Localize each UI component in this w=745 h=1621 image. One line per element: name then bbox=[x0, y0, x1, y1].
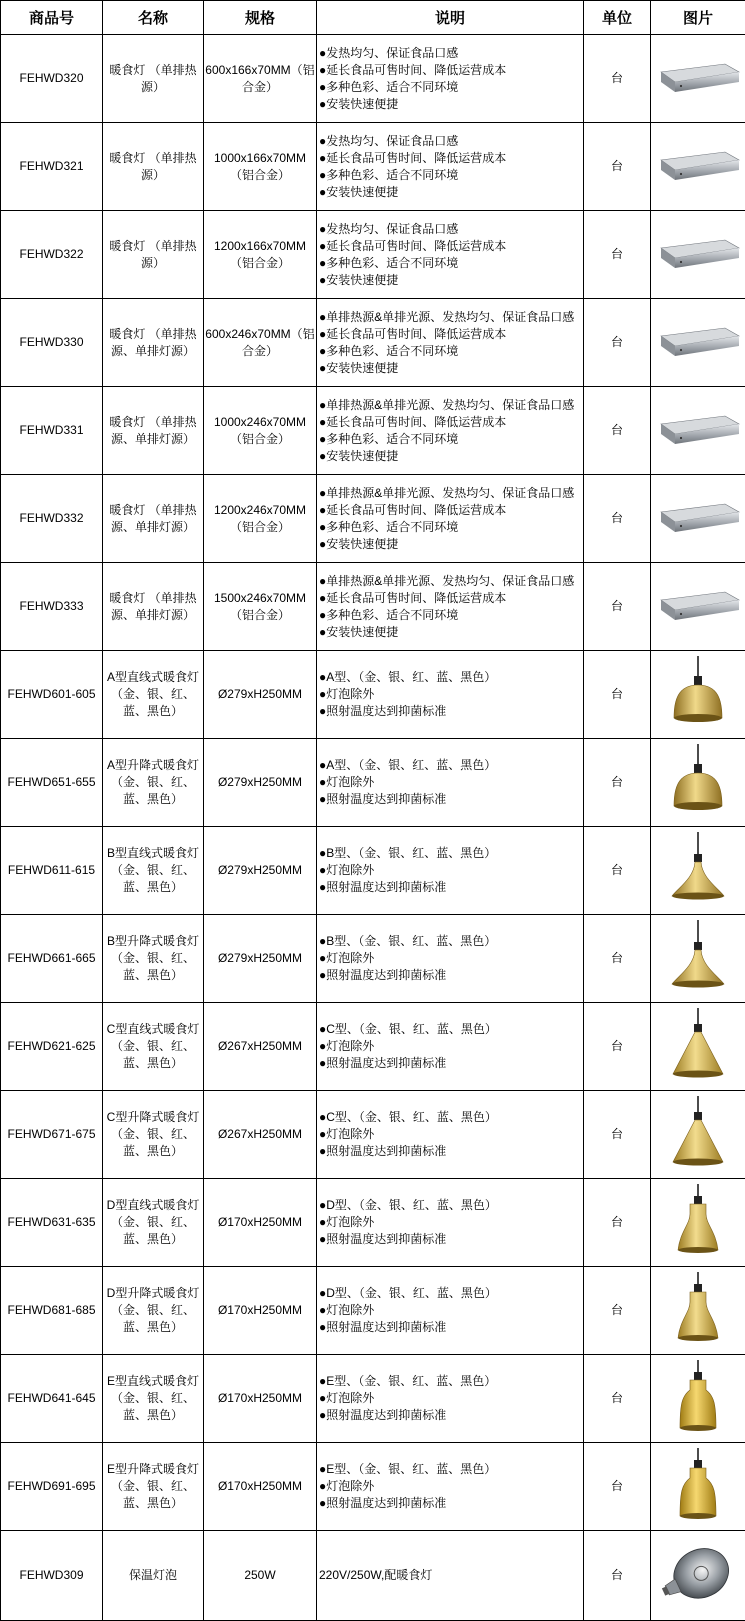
product-image bbox=[651, 299, 745, 387]
header-row bbox=[1, 1, 745, 35]
product-name: 暖食灯 （单排热源） bbox=[103, 123, 204, 211]
product-unit: 台 bbox=[584, 1179, 651, 1267]
description-line: ●照射温度达到抑菌标准 bbox=[319, 1143, 581, 1160]
heat-strip-lamp-image bbox=[651, 414, 745, 448]
product-code: FEHWD320 bbox=[1, 35, 103, 123]
product-code: FEHWD321 bbox=[1, 123, 103, 211]
cylinder-lamp-image bbox=[651, 1448, 745, 1526]
description-line: ●单排热源&单排光源、发热均匀、保证食品口感 bbox=[319, 485, 581, 502]
description-line: ●D型、（金、银、红、蓝、黑色） bbox=[319, 1285, 581, 1302]
description-line: ●延长食品可售时间、降低运营成本 bbox=[319, 590, 581, 607]
description-line: ●多种色彩、适合不同环境 bbox=[319, 255, 581, 272]
product-code: FEHWD309 bbox=[1, 1531, 103, 1621]
description-line: ●多种色彩、适合不同环境 bbox=[319, 167, 581, 184]
product-image bbox=[651, 35, 745, 123]
dome-lamp-image bbox=[651, 656, 745, 734]
description-line: ●灯泡除外 bbox=[319, 1214, 581, 1231]
description-line: ●E型、（金、银、红、蓝、黑色） bbox=[319, 1461, 581, 1478]
product-description bbox=[317, 1531, 584, 1621]
product-name: A型升降式暖食灯（金、银、红、蓝、黑色） bbox=[103, 739, 204, 827]
table-row bbox=[1, 1355, 745, 1443]
product-description bbox=[317, 915, 584, 1003]
product-spec: Ø170xH250MM bbox=[204, 1355, 317, 1443]
description-line: ●安装快速便捷 bbox=[319, 536, 581, 553]
description-line: ●延长食品可售时间、降低运营成本 bbox=[319, 62, 581, 79]
description-line: ●多种色彩、适合不同环境 bbox=[319, 343, 581, 360]
description-line: ●多种色彩、适合不同环境 bbox=[319, 431, 581, 448]
product-name: 暖食灯 （单排热源） bbox=[103, 211, 204, 299]
product-unit: 台 bbox=[584, 299, 651, 387]
description-line: ●安装快速便捷 bbox=[319, 184, 581, 201]
description-line: ●照射温度达到抑菌标准 bbox=[319, 1231, 581, 1248]
description-line: ●B型、（金、银、红、蓝、黑色） bbox=[319, 845, 581, 862]
heat-strip-lamp-image bbox=[651, 502, 745, 536]
product-name: C型直线式暖食灯（金、银、红、蓝、黑色） bbox=[103, 1003, 204, 1091]
description-line: ●延长食品可售时间、降低运营成本 bbox=[319, 326, 581, 343]
product-name: 暖食灯 （单排热源、单排灯源） bbox=[103, 387, 204, 475]
product-image bbox=[651, 475, 745, 563]
product-unit: 台 bbox=[584, 475, 651, 563]
product-image bbox=[651, 387, 745, 475]
product-unit: 台 bbox=[584, 123, 651, 211]
header-name: 名称 bbox=[103, 1, 204, 35]
table-row bbox=[1, 563, 745, 651]
product-image bbox=[651, 563, 745, 651]
description-line: ●发热均匀、保证食品口感 bbox=[319, 133, 581, 150]
product-spec: 1000x246x70MM（铝合金） bbox=[204, 387, 317, 475]
description-line: ●单排热源&单排光源、发热均匀、保证食品口感 bbox=[319, 573, 581, 590]
description-line: ●安装快速便捷 bbox=[319, 624, 581, 641]
flare-lamp-image bbox=[651, 1272, 745, 1350]
product-name: 暖食灯 （单排热源、单排灯源） bbox=[103, 475, 204, 563]
description-line: ●灯泡除外 bbox=[319, 1038, 581, 1055]
table-row bbox=[1, 387, 745, 475]
product-name: E型升降式暖食灯（金、银、红、蓝、黑色） bbox=[103, 1443, 204, 1531]
description-line: ●灯泡除外 bbox=[319, 1390, 581, 1407]
product-spec: Ø279xH250MM bbox=[204, 827, 317, 915]
product-spec: Ø170xH250MM bbox=[204, 1267, 317, 1355]
product-unit: 台 bbox=[584, 211, 651, 299]
description-line: ●D型、（金、银、红、蓝、黑色） bbox=[319, 1197, 581, 1214]
product-name: 保温灯泡 bbox=[103, 1531, 204, 1621]
description-line: ●A型、（金、银、红、蓝、黑色） bbox=[319, 757, 581, 774]
product-code: FEHWD651-655 bbox=[1, 739, 103, 827]
description-line: ●单排热源&单排光源、发热均匀、保证食品口感 bbox=[319, 309, 581, 326]
product-name: B型升降式暖食灯（金、银、红、蓝、黑色） bbox=[103, 915, 204, 1003]
product-code: FEHWD322 bbox=[1, 211, 103, 299]
header-desc: 说明 bbox=[317, 1, 584, 35]
product-code: FEHWD331 bbox=[1, 387, 103, 475]
product-image bbox=[651, 1443, 745, 1531]
product-image bbox=[651, 1003, 745, 1091]
description-line: ●照射温度达到抑菌标准 bbox=[319, 703, 581, 720]
product-spec: Ø279xH250MM bbox=[204, 915, 317, 1003]
description-line: ●多种色彩、适合不同环境 bbox=[319, 79, 581, 96]
description-line: ●灯泡除外 bbox=[319, 1302, 581, 1319]
table-row bbox=[1, 827, 745, 915]
product-image bbox=[651, 123, 745, 211]
product-name: 暖食灯 （单排热源） bbox=[103, 35, 204, 123]
product-name: 暖食灯 （单排热源、单排灯源） bbox=[103, 563, 204, 651]
description-line: ●发热均匀、保证食品口感 bbox=[319, 45, 581, 62]
product-unit: 台 bbox=[584, 1443, 651, 1531]
product-spec: 600x246x70MM（铝合金） bbox=[204, 299, 317, 387]
product-unit: 台 bbox=[584, 1531, 651, 1621]
description-line: ●多种色彩、适合不同环境 bbox=[319, 519, 581, 536]
bell-lamp-image bbox=[651, 832, 745, 910]
header-spec: 规格 bbox=[204, 1, 317, 35]
heat-strip-lamp-image bbox=[651, 326, 745, 360]
header-code: 商品号 bbox=[1, 1, 103, 35]
product-description bbox=[317, 1091, 584, 1179]
table-row bbox=[1, 651, 745, 739]
product-image bbox=[651, 1531, 745, 1621]
table-row bbox=[1, 1003, 745, 1091]
description-line: ●E型、（金、银、红、蓝、黑色） bbox=[319, 1373, 581, 1390]
description-line: ●A型、（金、银、红、蓝、黑色） bbox=[319, 669, 581, 686]
product-image bbox=[651, 915, 745, 1003]
header-unit: 单位 bbox=[584, 1, 651, 35]
description-line: ●延长食品可售时间、降低运营成本 bbox=[319, 238, 581, 255]
cone-lamp-image bbox=[651, 1008, 745, 1086]
product-spec: Ø170xH250MM bbox=[204, 1179, 317, 1267]
product-description bbox=[317, 1267, 584, 1355]
product-description bbox=[317, 1443, 584, 1531]
product-description bbox=[317, 123, 584, 211]
description-line: ●延长食品可售时间、降低运营成本 bbox=[319, 502, 581, 519]
product-description bbox=[317, 35, 584, 123]
description-line: ●发热均匀、保证食品口感 bbox=[319, 221, 581, 238]
product-name: B型直线式暖食灯（金、银、红、蓝、黑色） bbox=[103, 827, 204, 915]
table-row bbox=[1, 1091, 745, 1179]
product-code: FEHWD691-695 bbox=[1, 1443, 103, 1531]
product-unit: 台 bbox=[584, 387, 651, 475]
heat-bulb-image bbox=[651, 1541, 745, 1611]
product-code: FEHWD601-605 bbox=[1, 651, 103, 739]
product-spec: 600x166x70MM（铝合金） bbox=[204, 35, 317, 123]
heat-strip-lamp-image bbox=[651, 150, 745, 184]
product-description bbox=[317, 651, 584, 739]
product-code: FEHWD333 bbox=[1, 563, 103, 651]
product-image bbox=[651, 1355, 745, 1443]
heat-strip-lamp-image bbox=[651, 590, 745, 624]
table-row bbox=[1, 1531, 745, 1621]
product-description bbox=[317, 1179, 584, 1267]
product-name: C型升降式暖食灯（金、银、红、蓝、黑色） bbox=[103, 1091, 204, 1179]
table-row bbox=[1, 1179, 745, 1267]
description-line: ●照射温度达到抑菌标准 bbox=[319, 879, 581, 896]
description-line: ●安装快速便捷 bbox=[319, 360, 581, 377]
product-unit: 台 bbox=[584, 1091, 651, 1179]
product-image bbox=[651, 1267, 745, 1355]
table-row bbox=[1, 299, 745, 387]
product-spec: 1500x246x70MM（铝合金） bbox=[204, 563, 317, 651]
product-description bbox=[317, 211, 584, 299]
description-line: ●灯泡除外 bbox=[319, 862, 581, 879]
cone-lamp-image bbox=[651, 1096, 745, 1174]
description-line: ●灯泡除外 bbox=[319, 686, 581, 703]
flare-lamp-image bbox=[651, 1184, 745, 1262]
description-line: ●C型、（金、银、红、蓝、黑色） bbox=[319, 1021, 581, 1038]
description-line: ●延长食品可售时间、降低运营成本 bbox=[319, 414, 581, 431]
description-line: ●照射温度达到抑菌标准 bbox=[319, 791, 581, 808]
description-line: ●照射温度达到抑菌标准 bbox=[319, 1319, 581, 1336]
description-line: ●灯泡除外 bbox=[319, 1126, 581, 1143]
product-spec: 1200x246x70MM（铝合金） bbox=[204, 475, 317, 563]
table-row bbox=[1, 1443, 745, 1531]
cylinder-lamp-image bbox=[651, 1360, 745, 1438]
product-spec: 1200x166x70MM（铝合金） bbox=[204, 211, 317, 299]
product-code: FEHWD671-675 bbox=[1, 1091, 103, 1179]
product-name: E型直线式暖食灯（金、银、红、蓝、黑色） bbox=[103, 1355, 204, 1443]
description-line: ●灯泡除外 bbox=[319, 950, 581, 967]
table-row bbox=[1, 915, 745, 1003]
product-spec: Ø267xH250MM bbox=[204, 1091, 317, 1179]
product-unit: 台 bbox=[584, 1267, 651, 1355]
product-image bbox=[651, 651, 745, 739]
description-line: ●照射温度达到抑菌标准 bbox=[319, 1055, 581, 1072]
product-description bbox=[317, 299, 584, 387]
product-unit: 台 bbox=[584, 35, 651, 123]
product-name: A型直线式暖食灯（金、银、红、蓝、黑色） bbox=[103, 651, 204, 739]
description-line: ●照射温度达到抑菌标准 bbox=[319, 967, 581, 984]
product-spec: Ø267xH250MM bbox=[204, 1003, 317, 1091]
product-unit: 台 bbox=[584, 563, 651, 651]
table-row bbox=[1, 1267, 745, 1355]
product-spec: Ø279xH250MM bbox=[204, 651, 317, 739]
product-unit: 台 bbox=[584, 651, 651, 739]
product-code: FEHWD330 bbox=[1, 299, 103, 387]
bell-lamp-image bbox=[651, 920, 745, 998]
product-description bbox=[317, 827, 584, 915]
description-line: ●安装快速便捷 bbox=[319, 448, 581, 465]
dome-lamp-image bbox=[651, 744, 745, 822]
product-spec: 1000x166x70MM（铝合金） bbox=[204, 123, 317, 211]
product-code: FEHWD621-625 bbox=[1, 1003, 103, 1091]
product-unit: 台 bbox=[584, 915, 651, 1003]
product-name: D型直线式暖食灯（金、银、红、蓝、黑色） bbox=[103, 1179, 204, 1267]
product-code: FEHWD681-685 bbox=[1, 1267, 103, 1355]
product-code: FEHWD611-615 bbox=[1, 827, 103, 915]
product-image bbox=[651, 827, 745, 915]
product-description bbox=[317, 387, 584, 475]
product-image bbox=[651, 1091, 745, 1179]
description-line: ●灯泡除外 bbox=[319, 774, 581, 791]
table-row bbox=[1, 35, 745, 123]
product-code: FEHWD641-645 bbox=[1, 1355, 103, 1443]
product-image bbox=[651, 1179, 745, 1267]
heat-strip-lamp-image bbox=[651, 238, 745, 272]
description-line: ●延长食品可售时间、降低运营成本 bbox=[319, 150, 581, 167]
description-line: ●B型、（金、银、红、蓝、黑色） bbox=[319, 933, 581, 950]
description-line: ●安装快速便捷 bbox=[319, 272, 581, 289]
product-description bbox=[317, 563, 584, 651]
table-row bbox=[1, 475, 745, 563]
table-row bbox=[1, 123, 745, 211]
description-line: ●单排热源&单排光源、发热均匀、保证食品口感 bbox=[319, 397, 581, 414]
table-row bbox=[1, 739, 745, 827]
product-unit: 台 bbox=[584, 827, 651, 915]
product-image bbox=[651, 739, 745, 827]
description-line: ●C型、（金、银、红、蓝、黑色） bbox=[319, 1109, 581, 1126]
heat-strip-lamp-image bbox=[651, 62, 745, 96]
product-description bbox=[317, 1355, 584, 1443]
product-description bbox=[317, 739, 584, 827]
product-code: FEHWD631-635 bbox=[1, 1179, 103, 1267]
product-spec: Ø170xH250MM bbox=[204, 1443, 317, 1531]
product-name: 暖食灯 （单排热源、单排灯源） bbox=[103, 299, 204, 387]
product-name: D型升降式暖食灯（金、银、红、蓝、黑色） bbox=[103, 1267, 204, 1355]
header-image: 图片 bbox=[651, 1, 745, 35]
product-unit: 台 bbox=[584, 1355, 651, 1443]
description-line: ●照射温度达到抑菌标准 bbox=[319, 1407, 581, 1424]
product-code: FEHWD661-665 bbox=[1, 915, 103, 1003]
table-row bbox=[1, 211, 745, 299]
description-line: ●安装快速便捷 bbox=[319, 96, 581, 113]
product-code: FEHWD332 bbox=[1, 475, 103, 563]
description-line: 220V/250W,配暖食灯 bbox=[319, 1567, 581, 1584]
description-line: ●多种色彩、适合不同环境 bbox=[319, 607, 581, 624]
product-description bbox=[317, 475, 584, 563]
product-spec: Ø279xH250MM bbox=[204, 739, 317, 827]
product-image bbox=[651, 211, 745, 299]
description-line: ●照射温度达到抑菌标准 bbox=[319, 1495, 581, 1512]
description-line: ●灯泡除外 bbox=[319, 1478, 581, 1495]
product-spec: 250W bbox=[204, 1531, 317, 1621]
product-unit: 台 bbox=[584, 739, 651, 827]
product-unit: 台 bbox=[584, 1003, 651, 1091]
product-description bbox=[317, 1003, 584, 1091]
